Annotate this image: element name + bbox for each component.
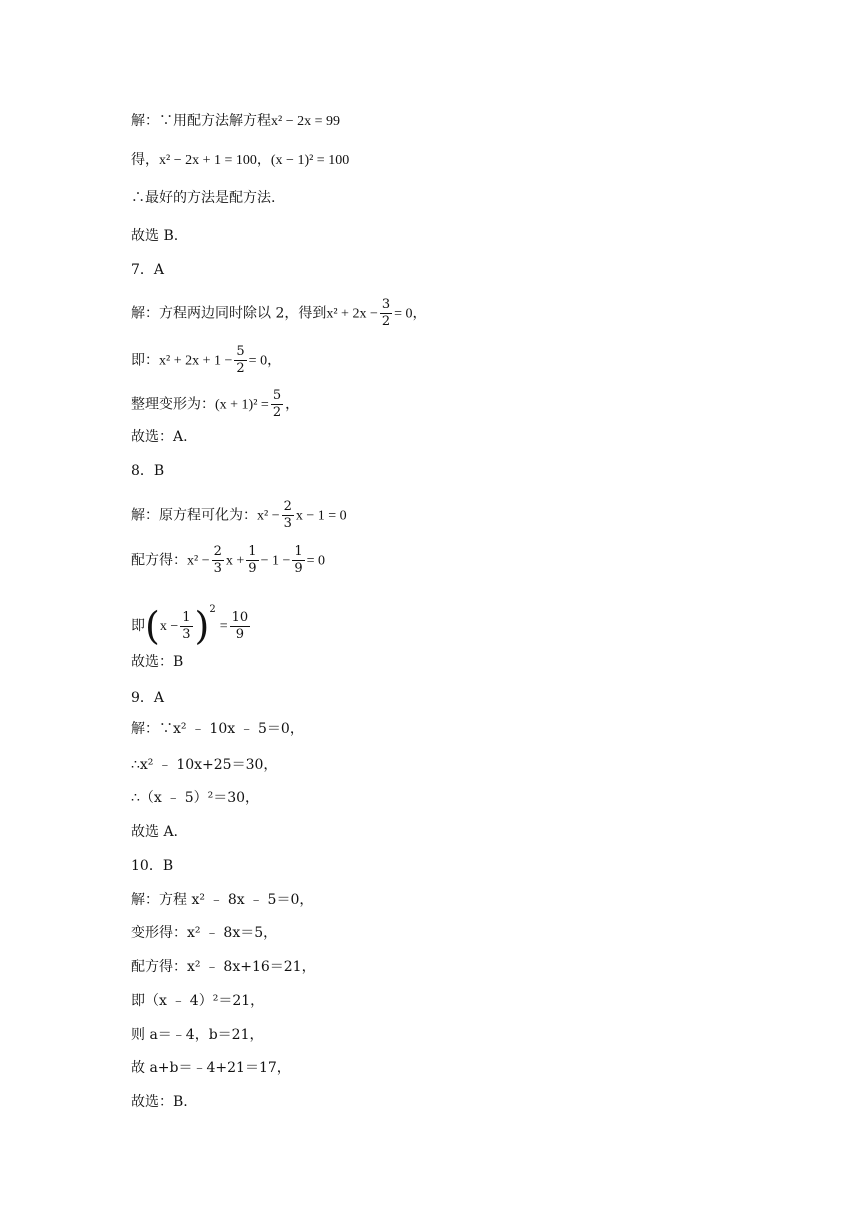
answer-line: 故选：B. bbox=[131, 1094, 188, 1110]
answer-line: 故选：B bbox=[131, 654, 184, 670]
line-text: 整理变形为： bbox=[131, 396, 215, 413]
equation: x² − 2x + 1 = 100 bbox=[159, 153, 257, 168]
denominator: 9 bbox=[248, 561, 257, 576]
solution-line bbox=[131, 298, 427, 329]
equation: − 1 − bbox=[260, 553, 291, 569]
solution-line bbox=[131, 345, 281, 376]
line-text: 即 bbox=[131, 618, 145, 634]
denominator: 2 bbox=[236, 361, 245, 376]
right-paren: ) bbox=[194, 604, 210, 648]
conclusion-line: ∴最好的方法是配方法. bbox=[131, 190, 276, 206]
denominator: 3 bbox=[213, 561, 222, 576]
fraction bbox=[292, 545, 304, 576]
punctuation: ， bbox=[285, 396, 300, 413]
numerator: 1 bbox=[248, 544, 257, 559]
equation: x² − bbox=[187, 553, 210, 569]
line-text: 解：方程两边同时除以 2，得到 bbox=[131, 305, 327, 322]
line-text: 解：原方程可化为： bbox=[131, 507, 257, 524]
solution-line: 解：方程 x² ﹣ 8x ﹣ 5＝0， bbox=[131, 892, 314, 908]
denominator: 3 bbox=[182, 626, 191, 642]
punctuation: ， bbox=[412, 305, 427, 322]
line-text: 即： bbox=[131, 352, 159, 369]
fraction bbox=[180, 611, 192, 642]
equation: x + bbox=[225, 553, 245, 569]
left-paren: ( bbox=[145, 604, 160, 648]
solution-line: 配方得：x² ﹣ 8x+16＝21， bbox=[131, 959, 316, 975]
line-text: 得， bbox=[131, 152, 159, 168]
equation: x² − bbox=[257, 508, 280, 524]
equation: = 0 bbox=[306, 553, 326, 569]
fraction bbox=[246, 545, 258, 576]
fraction bbox=[234, 345, 246, 376]
equation: x² + 2x + 1 − bbox=[159, 353, 233, 369]
solution-line: 故 a+b＝﹣4+21＝17， bbox=[131, 1060, 291, 1076]
line-text: 配方得： bbox=[131, 552, 187, 569]
numerator: 1 bbox=[294, 544, 303, 559]
denominator: 9 bbox=[294, 561, 303, 576]
numerator: 1 bbox=[182, 609, 191, 625]
solution-line bbox=[131, 151, 349, 170]
denominator: 2 bbox=[272, 405, 282, 420]
answer-line: 故选：A. bbox=[131, 429, 188, 445]
numerator: 2 bbox=[213, 544, 222, 559]
answer-line: 故选 A. bbox=[131, 824, 179, 840]
equation: x² − 2x = 99 bbox=[271, 114, 340, 129]
fraction bbox=[212, 545, 224, 576]
fraction bbox=[271, 389, 283, 420]
solution-line: ∴x² ﹣ 10x+25＝30， bbox=[131, 757, 278, 773]
solution-line bbox=[131, 545, 325, 576]
question-number: 9．A bbox=[131, 690, 165, 706]
denominator: 2 bbox=[381, 314, 391, 329]
question-number: 7．A bbox=[131, 262, 165, 278]
equation: (x + 1)² = bbox=[215, 397, 269, 413]
solution-line: 变形得：x² ﹣ 8x＝5， bbox=[131, 925, 278, 941]
solution-line: 即（x ﹣ 4）²＝21， bbox=[131, 993, 265, 1009]
solution-line bbox=[131, 389, 299, 420]
fraction bbox=[282, 500, 294, 531]
equation: x − bbox=[159, 619, 179, 634]
exponent: 2 bbox=[209, 604, 216, 615]
solution-line bbox=[131, 601, 252, 648]
numerator: 3 bbox=[381, 297, 391, 312]
equation: (x − 1)² = 100 bbox=[270, 153, 350, 168]
equals: = bbox=[219, 619, 228, 634]
numerator: 2 bbox=[283, 499, 292, 514]
answer-line: 故选 B. bbox=[131, 228, 179, 244]
fraction bbox=[380, 298, 392, 329]
solution-line: ∴（x ﹣ 5）²＝30， bbox=[131, 790, 260, 806]
solution-line bbox=[131, 500, 347, 531]
line-text: 解：∵用配方法解方程 bbox=[131, 113, 271, 129]
solution-line: 解：∵x² ﹣ 10x ﹣ 5＝0， bbox=[131, 721, 304, 737]
solution-line: 则 a＝﹣4，b＝21， bbox=[131, 1027, 264, 1043]
question-number: 8．B bbox=[131, 463, 165, 479]
separator: ， bbox=[256, 152, 271, 168]
numerator: 5 bbox=[272, 388, 282, 403]
question-number: 10．B bbox=[131, 858, 174, 874]
equation: x² + 2x − bbox=[326, 306, 378, 322]
punctuation: ， bbox=[267, 352, 282, 369]
denominator: 3 bbox=[283, 516, 292, 531]
equation: = 0 bbox=[248, 353, 268, 369]
numerator: 5 bbox=[236, 344, 245, 359]
denominator: 9 bbox=[235, 626, 245, 642]
equation: = 0 bbox=[394, 306, 413, 322]
fraction bbox=[230, 611, 251, 642]
equation: x − 1 = 0 bbox=[295, 508, 347, 524]
solution-line bbox=[131, 112, 340, 131]
numerator: 10 bbox=[231, 609, 249, 625]
